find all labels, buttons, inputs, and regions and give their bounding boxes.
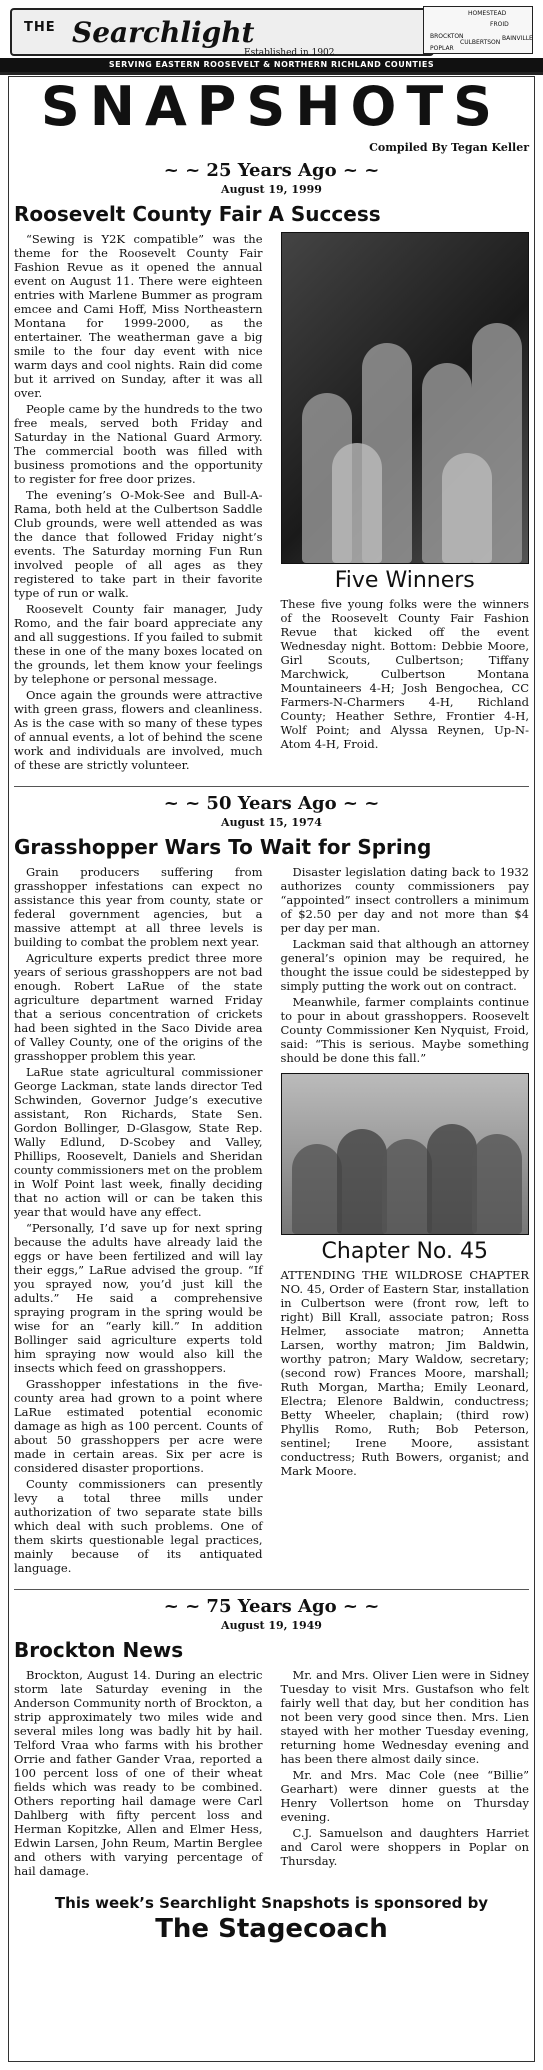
masthead (0, 0, 543, 75)
article-body (14, 1668, 263, 1880)
era-date: August 19, 1949 (221, 1619, 322, 1632)
article-body (14, 865, 263, 1577)
article-paragraph: County commissioners can presently levy a total three mills under authorization of two separate state bills which deal with such problems. One of them skirts questionable legal practices, mainly because of its antiquated language. (14, 1477, 263, 1575)
era-heading: ~ ~ 50 Years Ago ~ ~ (163, 793, 380, 814)
article-paragraph: Once again the grounds were attractive with green grass, flowers and cleanliness. As is the case with so many of these types of annual events, a lot of behind the scene work and individuals are involved, much of these are strictly volunteer. (14, 688, 263, 772)
article-paragraph: People came by the hundreds to the two free meals, served both Friday and Saturday in the National Guard Armory. The commercial booth was filled with business promotions and the opportunity to register for free door prizes. (14, 402, 263, 486)
masthead-established: Established in 1902 (244, 48, 335, 58)
byline: Compiled By Tegan Keller (369, 141, 529, 154)
section-50-years (14, 793, 529, 1577)
era-date: August 15, 1974 (221, 816, 322, 829)
sponsor-name: The Stagecoach (155, 1914, 388, 1944)
photo-caption: These five young folks were the winners of the Roosevelt County Fair Fashion Revue that kicked off the event Wednesday night. Bottom: Debbie Moore, Girl Scouts, Culbertson; Tiffany Marchwick, Culbertson Montana Mountaineers 4-H; Josh Bengochea, CC Farmers-N-Charmers 4-H, Richland County; Heather Sethre, Frontier 4-H, Wolf Point; and Alyssa Reynen, Up-N-Atom 4-H, Froid. (280, 597, 529, 751)
map-label: POPLAR (430, 45, 454, 52)
section-75-years (14, 1596, 529, 1880)
photo-column (281, 232, 530, 774)
masthead-tagline: SERVING EASTERN ROOSEVELT & NORTHERN RICHLAND COUNTIES (0, 58, 543, 72)
article-paragraph: Meanwhile, farmer complaints continue to pour in about grasshoppers. Roosevelt County Commissioner Ken Nyquist, Froid, said: “This is serious. Maybe something should be done this fall.” (280, 995, 529, 1065)
photo-caption: ATTENDING THE WILDROSE CHAPTER NO. 45, Order of Eastern Star, installation in Culbertson were (front row, left to right) Bill Krall, associate patron; Ross Helmer, associate matron; Annetta Larsen, worthy matron; Jim Baldwin, worthy patron; Mary Waldow, secretary; (second row) Frances Moore, marshall; Ruth Morgan, Martha; Emily Leonard, Electra; Elenore Baldwin, conductress; Betty Wheeler, chaplain; (third row) Phyllis Romo, Ruth; Bob Peterson, sentinel; Irene Moore, assistant conductress; Ruth Bowers, organist; and Mark Moore. (280, 1268, 529, 1478)
section-25-years (14, 160, 529, 774)
article-paragraph: Grasshopper infestations in the five-county area had grown to a point where LaRue estimated potential economic damage as high as 100 percent. Counts of about 50 grasshoppers per acre were made in certain areas. Six per acre is considered disaster proportions. (14, 1377, 263, 1475)
article-paragraph: Mr. and Mrs. Oliver Lien were in Sidney Tuesday to visit Mrs. Gustafson who felt fairly well that day, but her condition has not been very good since then. Mrs. Lien stayed with her mother Tuesday evening, returning home Wednesday evening and has been there almost daily since. (280, 1668, 529, 1766)
article-paragraph: LaRue state agricultural commissioner George Lackman, state lands director Ted Schwinden, Governor Judge’s executive assistant, Ron Richards, State Sen. Gordon Bollinger, D-Glasgow, State Rep. Wally Edlund, D-Scobey and Valley, Phillips, Roosevelt, Daniels and Sheridan county commissioners met on the problem in Wolf Point last week, finally deciding that no action will or can be taken this year that would have any effect. (14, 1065, 263, 1219)
article-paragraph: Roosevelt County fair manager, Judy Romo, and the fair board appreciate any and all suggestions. If you failed to submit these in one of the many boxes located on the grounds, let them know your feelings by telephone or personal message. (14, 602, 263, 686)
era-heading: ~ ~ 25 Years Ago ~ ~ (163, 160, 380, 181)
chapter-45-photo (281, 1073, 530, 1235)
map-label: BROCKTON (430, 33, 464, 40)
five-winners-photo (281, 232, 530, 564)
map-label: FROID (490, 21, 509, 28)
article-paragraph: Brockton, August 14. During an electric storm late Saturday evening in the Anderson Community north of Brockton, a strip approximately two miles wide and several miles long was badly hit by hail. Telford Vraa who farms with his brother Orrie and father Gander Vraa, reported a 100 percent loss of one of their wheat fields which was ready to be combined. Others reporting hail damage were Carl Dahlberg with fifty percent loss and Herman Kopitzke, Allen and Elmer Hess, Edwin Larsen, John Reum, Martin Berglee and others with varying percentage of hail damage. (14, 1668, 263, 1878)
article-paragraph: “Personally, I’d save up for next spring because the adults have already laid the eggs or have been fertilized and will lay their eggs,” LaRue advised the group. “If you sprayed now, you’d just kill the adults.” He said a comprehensive spraying program in the spring would be wise for an “early kill.” In addition Bollinger said agriculture experts told him spraying now would also kill the insects which feed on grasshoppers. (14, 1221, 263, 1375)
article-paragraph: Mr. and Mrs. Mac Cole (nee “Billie” Gearhart) were dinner guests at the Henry Vollertson home on Thursday evening. (280, 1768, 529, 1824)
article-paragraph: The evening’s O-Mok-See and Bull-A-Rama, both held at the Culbertson Saddle Club grounds, were well attended as was the dance that followed Friday night’s events. The Saturday morning Fun Run involved people of all ages as they registered to take part in their favorite type of run or walk. (14, 488, 263, 600)
map-label: BAINVILLE (502, 35, 533, 42)
region-map-icon (423, 6, 533, 54)
photo-title: Five Winners (334, 568, 475, 593)
article-body-right (281, 865, 530, 1577)
article-body (14, 232, 263, 774)
article-paragraph: Agriculture experts predict three more years of serious grasshoppers are not bad enough. Robert LaRue of the state agriculture department warned Friday that a serious concentration of crickets had been sighted in the Saco Divide area of Valley County, one of the origins of the grasshopper problem this year. (14, 951, 263, 1063)
article-paragraph: Grain producers suffering from grasshopper infestations can expect no assistance this year from county, state or federal government agencies, but a massive attempt at all three levels is building to combat the problem next year. (14, 865, 263, 949)
map-label: HOMESTEAD (468, 10, 507, 17)
article-paragraph: Disaster legislation dating back to 1932 authorizes county commissioners pay “appointed” insect controllers a minimum of $2.50 per day and not more than $4 per day per man. (280, 865, 529, 935)
article-headline: Brockton News (14, 1638, 184, 1662)
era-date: August 19, 1999 (221, 183, 322, 196)
masthead-the: THE (24, 20, 56, 35)
article-paragraph: Lackman said that although an attorney general’s opinion may be required, he thought the issue could be sidestepped by simply putting the work out on contract. (280, 937, 529, 993)
article-headline: Grasshopper Wars To Wait for Spring (14, 835, 432, 859)
article-paragraph: “Sewing is Y2K compatible” was the theme for the Roosevelt County Fair Fashion Revue as it opened the annual event on August 11. There were eighteen entries with Marlene Bummer as program emcee and Cami Hoff, Miss Northeastern Montana for 1999-2000, as the entertainer. The weatherman gave a big smile to the four day event with nice warm days and cool nights. Rain did come but it arrived on Sunday, after it was all over. (14, 232, 263, 400)
sponsor-line: This week’s Searchlight Snapshots is sponsored by (54, 1894, 489, 1912)
era-heading: ~ ~ 75 Years Ago ~ ~ (163, 1596, 380, 1617)
photo-title: Chapter No. 45 (321, 1239, 488, 1264)
article-paragraph: C.J. Samuelson and daughters Harriet and Carol were shoppers in Poplar on Thursday. (280, 1826, 529, 1868)
article-headline: Roosevelt County Fair A Success (14, 202, 381, 226)
map-label: CULBERTSON (460, 39, 501, 46)
masthead-name: Searchlight (72, 16, 255, 49)
article-body-right (281, 1668, 530, 1880)
page-title: SNAPSHOTS (40, 75, 503, 138)
